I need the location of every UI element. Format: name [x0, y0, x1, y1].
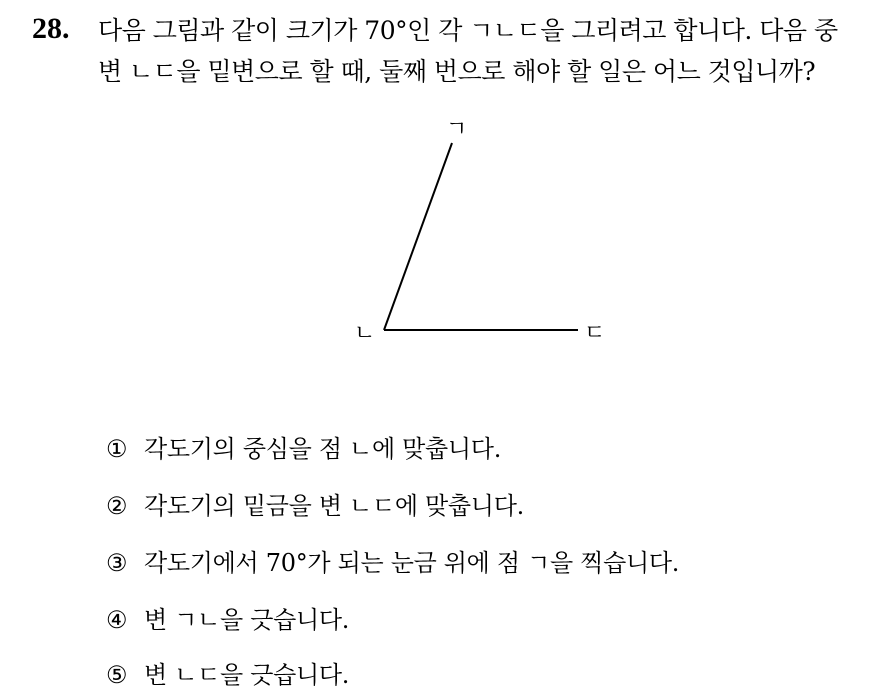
angle-figure [340, 110, 640, 360]
choice-5[interactable] [106, 658, 349, 689]
choice-mark: ② [106, 492, 128, 520]
choice-4[interactable] [106, 603, 349, 637]
choice-2[interactable] [106, 489, 524, 523]
choice-1[interactable] [106, 432, 501, 466]
choice-3[interactable] [106, 546, 679, 580]
choice-text: 변 ㄱㄴ을 긋습니다. [144, 606, 350, 634]
segment-giyeok-nieun [384, 143, 452, 330]
choice-text: 각도기의 중심을 점 ㄴ에 맞춥니다. [144, 435, 502, 463]
choice-text: 변 ㄴㄷ을 긋습니다. [144, 661, 350, 689]
angle-diagram [340, 110, 640, 360]
point-label-digeut: ㄷ [584, 321, 606, 346]
choice-mark: ⑤ [106, 661, 128, 689]
choice-mark: ① [106, 435, 128, 463]
choice-mark: ④ [106, 606, 128, 634]
choice-text: 각도기의 밑금을 변 ㄴㄷ에 맞춥니다. [144, 492, 524, 520]
question-number: 28. [32, 12, 70, 45]
choice-text: 각도기에서 70°가 되는 눈금 위에 점 ㄱ을 찍습니다. [144, 549, 680, 577]
point-label-giyeok: ㄱ [446, 117, 468, 142]
point-label-nieun: ㄴ [354, 321, 376, 346]
choice-mark: ③ [106, 549, 128, 577]
question-text-line-1: 다음 그림과 같이 크기가 70°인 각 ㄱㄴㄷ을 그리려고 합니다. 다음 중 [98, 16, 838, 45]
question-text-line-2: 변 ㄴㄷ을 밑변으로 할 때, 둘째 번으로 해야 할 일은 어느 것입니까? [98, 57, 816, 86]
